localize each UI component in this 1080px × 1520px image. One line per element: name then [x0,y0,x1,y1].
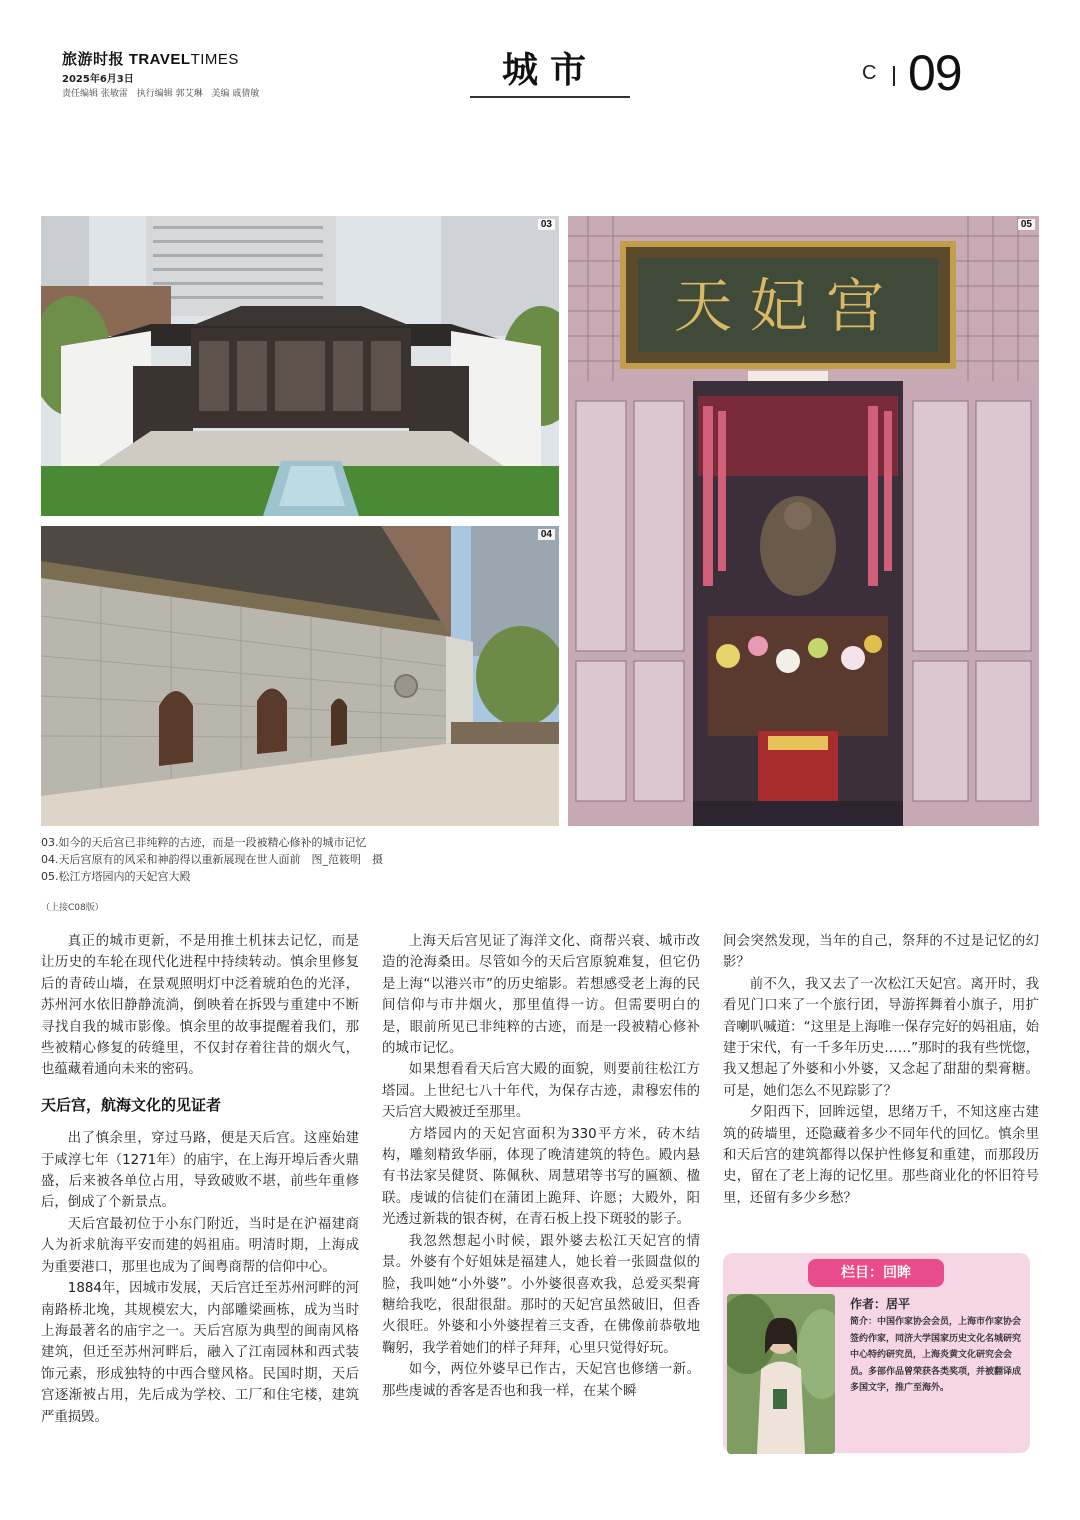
brand-en-light: TIMES [190,51,239,68]
photo-temple-hall [568,216,1039,826]
continued-note: （上接C08版） [41,903,104,913]
editor: 美编 戚倩敏 [211,89,260,99]
paragraph: 我忽然想起小时候，跟外婆去松江天妃宫的情景。外婆有个好姐妹是福建人，她长着一张圆盘似的脸，我叫她“小外婆”。小外婆很喜欢我，总爱买梨膏糖给我吃，很甜很甜。那时的天妃宫虽然破旧，但香火很旺。外婆和小外婆捏着三支香，在佛像前恭敬地鞠躬，我学着她们的样子拜拜，心里只觉得好玩。 [382,1233,700,1356]
paragraph: 夕阳西下，回眸远望，思绪万千，不知这座古建筑的砖墙里，还隐藏着多少不同年代的回忆。慎余里和天后宫的建筑都得以保护性修复和重建，而那段历史，留在了老上海的记忆里。那些商业化的怀旧符号里，还留有多少乡愁？ [723,1105,1039,1206]
photo-courtyard [41,216,559,516]
article-column-2 [382,931,700,1402]
paragraph: 出了慎余里，穿过马路，便是天后宫。这座始建于咸淳七年（1271年）的庙宇，在上海开埠后香火鼎盛，后来被各单位占用，导致破败不堪，前些年重修后，倒成了个新景点。 [41,1131,359,1211]
photo-wall [41,526,559,826]
section-title: 城市 [501,49,598,91]
author-portrait-icon [727,1294,835,1454]
paragraph: 天后宫最初位于小东门附近，当时是在沪福建商人为祈求航海平安而建的妈祖庙。明清时期，上海成为重要港口，那里也成为了闽粤商帮的信仰中心。 [41,1216,359,1275]
temple-hall-photo-icon [568,216,1039,826]
editors-line [62,86,265,99]
paragraph: 1884年，因城市发展，天后宫迁至苏州河畔的河南路桥北堍，其规模宏大，内部雕梁画栋，成为当时上海最著名的庙宇之一。天后宫原为典型的闽南风格建筑，但迁至苏州河畔后，融入了江南园林和西式装饰元素，形成独特的中西合璧风格。民国时期，天后宫逐渐被占用，先后成为学校、工厂和住宅楼，建筑严重损毁。 [41,1281,359,1425]
newspaper-brand [62,48,239,69]
paragraph: 如果想看看天后宫大殿的面貌，则要前往松江方塔园。上世纪七八十年代，为保存古迹，肃穆宏伟的天后宫大殿被迁至那里。 [382,1062,700,1121]
page-number: 09 [908,45,962,101]
paragraph: 方塔园内的天妃宫面积为330平方米，砖木结构，雕刻精致华丽，体现了晚清建筑的特色。殿内悬有书法家吴健贤、陈佩秋、周慧珺等书写的匾额、楹联。虔诚的信徒们在蒲团上跪拜、许愿；大殿外，阳光透过新栽的银杏树，在青石板上投下斑驳的影子。 [382,1126,700,1228]
editor: 责任编辑 张敏雷 [62,89,128,99]
photo-captions [41,834,561,885]
caption: 03.如今的天后宫已非纯粹的古迹，而是一段被精心修补的城市记忆 [41,836,367,849]
paragraph: 真正的城市更新，不是用推土机抹去记忆，而是让历史的车轮在现代化进程中持续转动。慎余里修复后的青砖山墙，在景观照明灯中泛着琥珀色的光泽，苏州河水依旧静静流淌，倒映着在拆毁与重建中不断寻找自我的城市影像。慎余里的故事提醒着我们，那些被精心修复的砖缝里，不仅封存着往昔的烟火气，也蕴藏着通向未来的密码。 [41,934,359,1078]
page-separator [893,66,895,86]
author-bio: 简介：中国作家协会会员，上海市作家协会签约作家，同济大学国家历史文化名城研究中心特约研究员，上海炎黄文化研究会会员。多部作品曾荣获各类奖项，并被翻译成多国文字，推广至海外。 [850,1317,1022,1393]
plaque-text: 天妃宫 [673,272,903,340]
paragraph: 前不久，我又去了一次松江天妃宫。离开时，我看见门口来了一个旅行团，导游挥舞着小旗子，用扩音喇叭喊道：“这里是上海唯一保存完好的妈祖庙，始建于宋代，有一千多年历史……”那时的我有些恍惚，我又想起了外婆和小外婆，又念起了甜甜的梨膏糖。可是，她们怎么不见踪影了？ [723,976,1039,1099]
photo-number: 04 [538,529,555,540]
author-photo [727,1294,835,1454]
section-divider [470,96,630,98]
paragraph: 上海天后宫见证了海洋文化、商帮兴衰、城市改造的沧海桑田。尽管如今的天后宫原貌难复，但它仍是上海“以港兴市”的历史缩影。若想感受老上海的民间信仰与市井烟火，那里值得一访。但需要明白的是，眼前所见已非纯粹的古迹，而是一段被精心修补的城市记忆。 [382,934,700,1057]
article-column-1 [41,931,359,1428]
wall-photo-icon [41,526,559,826]
section-letter: C [862,62,877,84]
paragraph: 间会突然发现，当年的自己，祭拜的不过是记忆的幻影？ [723,934,1039,971]
column-tab: 栏目：回眸 [808,1259,944,1287]
paragraph: 如今，两位外婆早已作古，天妃宫也修缮一新。那些虔诚的香客是否也和我一样，在某个瞬 [382,1362,700,1399]
subheading: 天后宫，航海文化的见证者 [41,1095,222,1114]
author-name: 作者：居平 [850,1297,911,1311]
editor: 执行编辑 郭艾琳 [136,89,203,99]
photo-number: 05 [1018,219,1035,230]
brand-cn: 旅游时报 [62,50,125,68]
article-column-3 [723,931,1039,1209]
courtyard-photo-icon [41,216,559,516]
issue-date: 2025年6月3日 [62,74,134,85]
photo-number: 03 [538,219,555,230]
caption: 05.松江方塔园内的天妃宫大殿 [41,870,191,883]
caption: 04.天后宫原有的风采和神韵得以重新展现在世人面前 图_范筱明 摄 [41,853,383,866]
brand-en-bold: TRAVEL [128,51,191,68]
